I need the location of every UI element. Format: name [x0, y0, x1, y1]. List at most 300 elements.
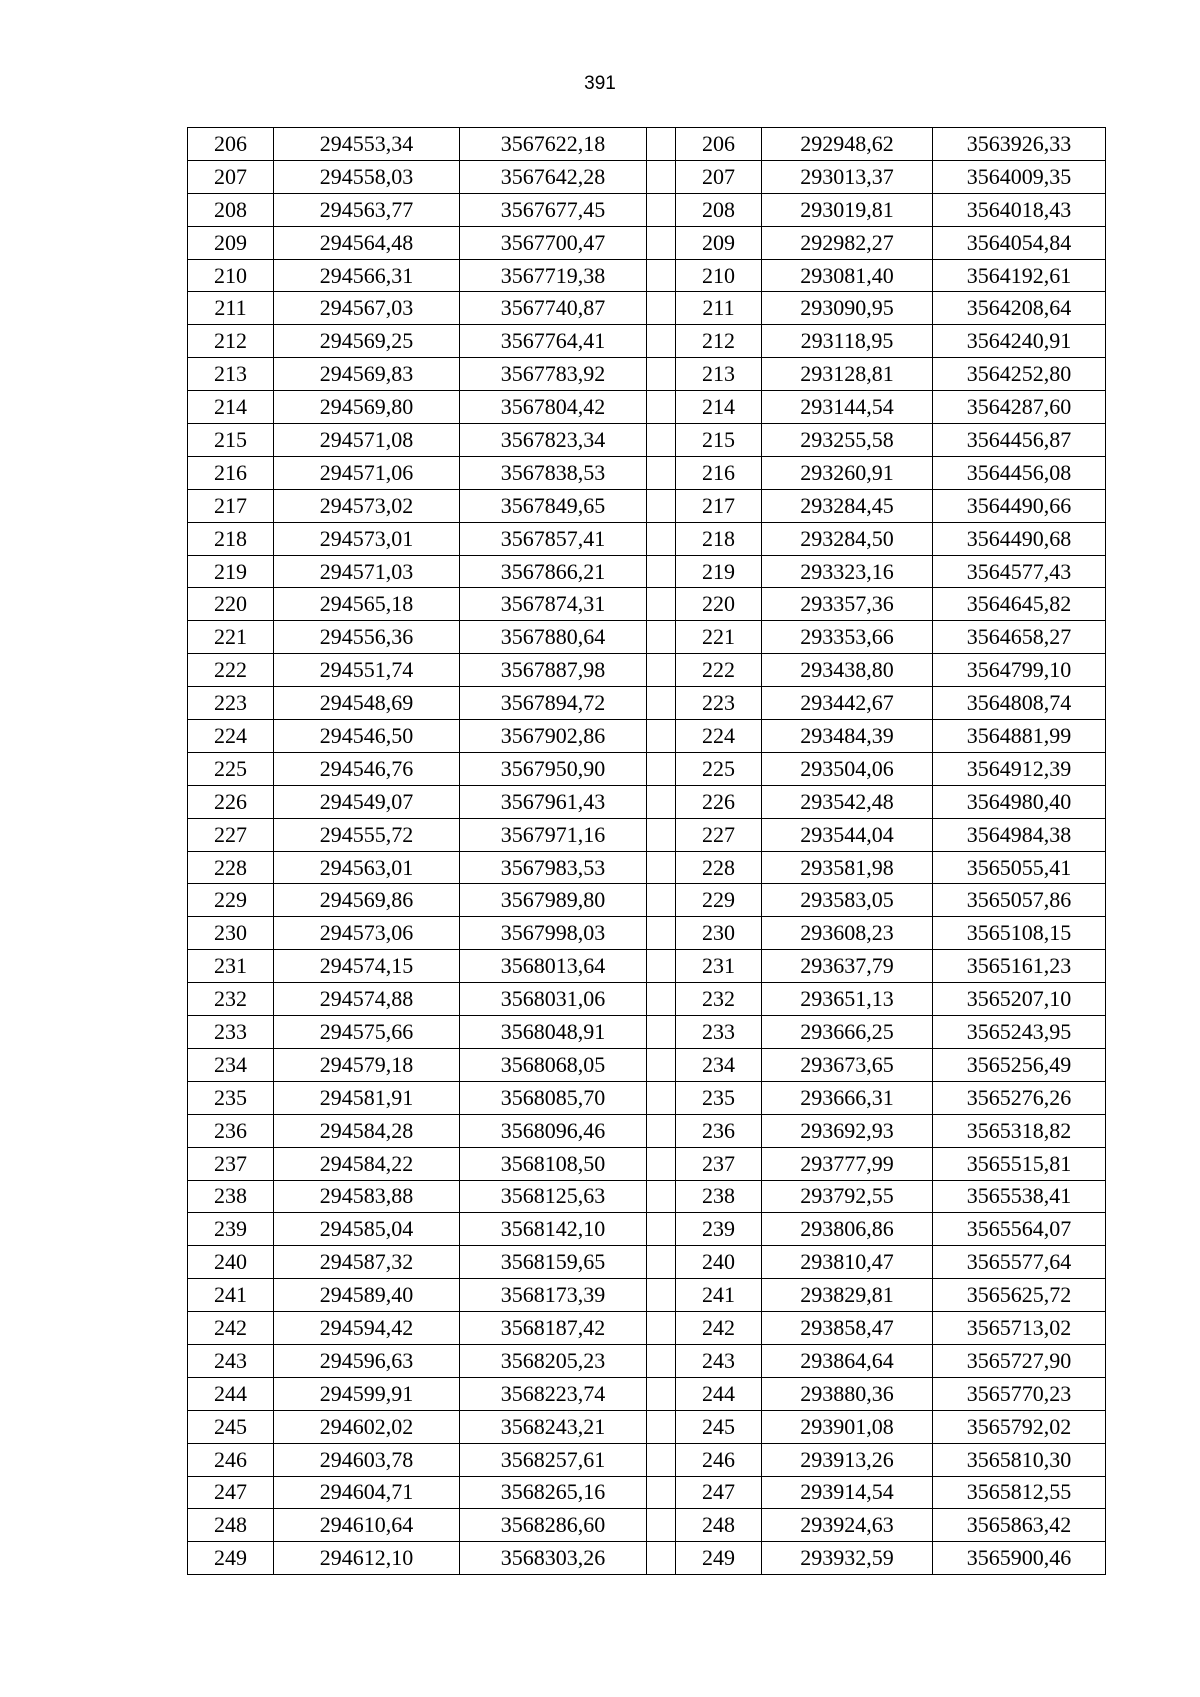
left-x-coordinate-cell: 294596,63 — [274, 1344, 460, 1377]
right-point-number-cell: 235 — [676, 1081, 762, 1114]
right-point-number-cell: 219 — [676, 555, 762, 588]
coordinates-table — [187, 127, 1106, 1575]
left-point-number-cell: 225 — [188, 752, 274, 785]
separator-cell — [647, 226, 676, 259]
left-y-coordinate-cell: 3567677,45 — [460, 193, 647, 226]
separator-cell — [647, 884, 676, 917]
left-x-coordinate-cell: 294573,02 — [274, 489, 460, 522]
left-point-number-cell: 219 — [188, 555, 274, 588]
left-point-number-cell: 224 — [188, 720, 274, 753]
left-point-number-cell: 243 — [188, 1344, 274, 1377]
right-y-coordinate-cell: 3565515,81 — [933, 1147, 1106, 1180]
left-point-number-cell: 248 — [188, 1509, 274, 1542]
right-x-coordinate-cell: 293829,81 — [762, 1279, 933, 1312]
right-point-number-cell: 226 — [676, 785, 762, 818]
right-x-coordinate-cell: 293357,36 — [762, 588, 933, 621]
right-x-coordinate-cell: 293692,93 — [762, 1114, 933, 1147]
left-y-coordinate-cell: 3567740,87 — [460, 292, 647, 325]
left-x-coordinate-cell: 294610,64 — [274, 1509, 460, 1542]
right-x-coordinate-cell: 293666,31 — [762, 1081, 933, 1114]
separator-cell — [647, 1410, 676, 1443]
table-row — [188, 456, 1106, 489]
left-y-coordinate-cell: 3567783,92 — [460, 358, 647, 391]
left-point-number-cell: 245 — [188, 1410, 274, 1443]
right-y-coordinate-cell: 3565625,72 — [933, 1279, 1106, 1312]
left-point-number-cell: 228 — [188, 851, 274, 884]
table-row — [188, 1246, 1106, 1279]
separator-cell — [647, 983, 676, 1016]
right-x-coordinate-cell: 293637,79 — [762, 950, 933, 983]
left-y-coordinate-cell: 3567874,31 — [460, 588, 647, 621]
separator-cell — [647, 851, 676, 884]
right-x-coordinate-cell: 293914,54 — [762, 1476, 933, 1509]
left-x-coordinate-cell: 294587,32 — [274, 1246, 460, 1279]
left-y-coordinate-cell: 3567857,41 — [460, 522, 647, 555]
right-point-number-cell: 234 — [676, 1048, 762, 1081]
left-point-number-cell: 242 — [188, 1312, 274, 1345]
right-point-number-cell: 248 — [676, 1509, 762, 1542]
right-y-coordinate-cell: 3565256,49 — [933, 1048, 1106, 1081]
right-point-number-cell: 247 — [676, 1476, 762, 1509]
separator-cell — [647, 1344, 676, 1377]
separator-cell — [647, 1081, 676, 1114]
right-x-coordinate-cell: 293438,80 — [762, 654, 933, 687]
left-x-coordinate-cell: 294579,18 — [274, 1048, 460, 1081]
left-x-coordinate-cell: 294599,91 — [274, 1377, 460, 1410]
left-point-number-cell: 231 — [188, 950, 274, 983]
left-x-coordinate-cell: 294556,36 — [274, 621, 460, 654]
table-row — [188, 292, 1106, 325]
right-point-number-cell: 245 — [676, 1410, 762, 1443]
left-x-coordinate-cell: 294546,76 — [274, 752, 460, 785]
left-point-number-cell: 222 — [188, 654, 274, 687]
table-row — [188, 1048, 1106, 1081]
left-y-coordinate-cell: 3567887,98 — [460, 654, 647, 687]
left-point-number-cell: 215 — [188, 424, 274, 457]
table-row — [188, 1147, 1106, 1180]
right-x-coordinate-cell: 293255,58 — [762, 424, 933, 457]
table-row — [188, 193, 1106, 226]
right-point-number-cell: 232 — [676, 983, 762, 1016]
right-y-coordinate-cell: 3564240,91 — [933, 325, 1106, 358]
right-x-coordinate-cell: 293864,64 — [762, 1344, 933, 1377]
right-x-coordinate-cell: 293353,66 — [762, 621, 933, 654]
right-y-coordinate-cell: 3564658,27 — [933, 621, 1106, 654]
table-row — [188, 1016, 1106, 1049]
separator-cell — [647, 358, 676, 391]
left-y-coordinate-cell: 3568257,61 — [460, 1443, 647, 1476]
right-x-coordinate-cell: 293284,50 — [762, 522, 933, 555]
right-x-coordinate-cell: 293608,23 — [762, 917, 933, 950]
left-x-coordinate-cell: 294555,72 — [274, 818, 460, 851]
left-y-coordinate-cell: 3567961,43 — [460, 785, 647, 818]
right-point-number-cell: 233 — [676, 1016, 762, 1049]
right-x-coordinate-cell: 293880,36 — [762, 1377, 933, 1410]
right-y-coordinate-cell: 3564208,64 — [933, 292, 1106, 325]
table-row — [188, 325, 1106, 358]
separator-cell — [647, 818, 676, 851]
separator-cell — [647, 128, 676, 161]
separator-cell — [647, 1016, 676, 1049]
right-x-coordinate-cell: 293581,98 — [762, 851, 933, 884]
right-y-coordinate-cell: 3565243,95 — [933, 1016, 1106, 1049]
left-y-coordinate-cell: 3567849,65 — [460, 489, 647, 522]
left-y-coordinate-cell: 3567838,53 — [460, 456, 647, 489]
right-y-coordinate-cell: 3564018,43 — [933, 193, 1106, 226]
left-y-coordinate-cell: 3567804,42 — [460, 391, 647, 424]
separator-cell — [647, 391, 676, 424]
right-y-coordinate-cell: 3564577,43 — [933, 555, 1106, 588]
left-x-coordinate-cell: 294564,48 — [274, 226, 460, 259]
table-row — [188, 654, 1106, 687]
left-y-coordinate-cell: 3567764,41 — [460, 325, 647, 358]
right-point-number-cell: 225 — [676, 752, 762, 785]
right-x-coordinate-cell: 293666,25 — [762, 1016, 933, 1049]
left-y-coordinate-cell: 3568085,70 — [460, 1081, 647, 1114]
left-x-coordinate-cell: 294575,66 — [274, 1016, 460, 1049]
right-point-number-cell: 217 — [676, 489, 762, 522]
table-row — [188, 851, 1106, 884]
right-y-coordinate-cell: 3565108,15 — [933, 917, 1106, 950]
left-x-coordinate-cell: 294583,88 — [274, 1180, 460, 1213]
right-y-coordinate-cell: 3564192,61 — [933, 259, 1106, 292]
right-y-coordinate-cell: 3564881,99 — [933, 720, 1106, 753]
left-point-number-cell: 216 — [188, 456, 274, 489]
left-y-coordinate-cell: 3567983,53 — [460, 851, 647, 884]
right-x-coordinate-cell: 292982,27 — [762, 226, 933, 259]
left-x-coordinate-cell: 294563,01 — [274, 851, 460, 884]
separator-cell — [647, 1114, 676, 1147]
left-point-number-cell: 209 — [188, 226, 274, 259]
left-y-coordinate-cell: 3568223,74 — [460, 1377, 647, 1410]
right-point-number-cell: 208 — [676, 193, 762, 226]
left-y-coordinate-cell: 3567989,80 — [460, 884, 647, 917]
right-x-coordinate-cell: 293118,95 — [762, 325, 933, 358]
left-point-number-cell: 217 — [188, 489, 274, 522]
left-y-coordinate-cell: 3568108,50 — [460, 1147, 647, 1180]
left-x-coordinate-cell: 294573,01 — [274, 522, 460, 555]
left-x-coordinate-cell: 294585,04 — [274, 1213, 460, 1246]
left-x-coordinate-cell: 294604,71 — [274, 1476, 460, 1509]
left-point-number-cell: 214 — [188, 391, 274, 424]
left-x-coordinate-cell: 294603,78 — [274, 1443, 460, 1476]
right-y-coordinate-cell: 3564054,84 — [933, 226, 1106, 259]
right-x-coordinate-cell: 293484,39 — [762, 720, 933, 753]
right-y-coordinate-cell: 3565792,02 — [933, 1410, 1106, 1443]
right-x-coordinate-cell: 293932,59 — [762, 1542, 933, 1575]
right-point-number-cell: 215 — [676, 424, 762, 457]
separator-cell — [647, 1147, 676, 1180]
left-y-coordinate-cell: 3567866,21 — [460, 555, 647, 588]
separator-cell — [647, 292, 676, 325]
left-y-coordinate-cell: 3567700,47 — [460, 226, 647, 259]
right-point-number-cell: 238 — [676, 1180, 762, 1213]
left-y-coordinate-cell: 3568125,63 — [460, 1180, 647, 1213]
left-y-coordinate-cell: 3568096,46 — [460, 1114, 647, 1147]
right-y-coordinate-cell: 3565207,10 — [933, 983, 1106, 1016]
right-y-coordinate-cell: 3565812,55 — [933, 1476, 1106, 1509]
separator-cell — [647, 1246, 676, 1279]
separator-cell — [647, 456, 676, 489]
left-point-number-cell: 244 — [188, 1377, 274, 1410]
right-x-coordinate-cell: 293081,40 — [762, 259, 933, 292]
table-row — [188, 687, 1106, 720]
right-y-coordinate-cell: 3564252,80 — [933, 358, 1106, 391]
left-point-number-cell: 241 — [188, 1279, 274, 1312]
left-x-coordinate-cell: 294569,83 — [274, 358, 460, 391]
separator-cell — [647, 259, 676, 292]
left-point-number-cell: 237 — [188, 1147, 274, 1180]
right-point-number-cell: 213 — [676, 358, 762, 391]
left-point-number-cell: 227 — [188, 818, 274, 851]
left-y-coordinate-cell: 3568303,26 — [460, 1542, 647, 1575]
right-y-coordinate-cell: 3565900,46 — [933, 1542, 1106, 1575]
left-y-coordinate-cell: 3568048,91 — [460, 1016, 647, 1049]
separator-cell — [647, 1312, 676, 1345]
right-y-coordinate-cell: 3565810,30 — [933, 1443, 1106, 1476]
left-point-number-cell: 235 — [188, 1081, 274, 1114]
table-row — [188, 1509, 1106, 1542]
left-x-coordinate-cell: 294569,86 — [274, 884, 460, 917]
left-point-number-cell: 208 — [188, 193, 274, 226]
left-y-coordinate-cell: 3567880,64 — [460, 621, 647, 654]
left-x-coordinate-cell: 294548,69 — [274, 687, 460, 720]
separator-cell — [647, 325, 676, 358]
right-x-coordinate-cell: 293651,13 — [762, 983, 933, 1016]
right-y-coordinate-cell: 3565577,64 — [933, 1246, 1106, 1279]
table-row — [188, 1542, 1106, 1575]
left-y-coordinate-cell: 3568187,42 — [460, 1312, 647, 1345]
table-row — [188, 917, 1106, 950]
table-row — [188, 818, 1106, 851]
separator-cell — [647, 917, 676, 950]
left-y-coordinate-cell: 3567971,16 — [460, 818, 647, 851]
right-point-number-cell: 227 — [676, 818, 762, 851]
table-row — [188, 358, 1106, 391]
right-point-number-cell: 211 — [676, 292, 762, 325]
table-row — [188, 752, 1106, 785]
left-point-number-cell: 246 — [188, 1443, 274, 1476]
right-y-coordinate-cell: 3564456,08 — [933, 456, 1106, 489]
table-row — [188, 1114, 1106, 1147]
right-y-coordinate-cell: 3563926,33 — [933, 128, 1106, 161]
right-point-number-cell: 214 — [676, 391, 762, 424]
right-point-number-cell: 240 — [676, 1246, 762, 1279]
table-row — [188, 588, 1106, 621]
right-y-coordinate-cell: 3565770,23 — [933, 1377, 1106, 1410]
left-point-number-cell: 233 — [188, 1016, 274, 1049]
left-x-coordinate-cell: 294574,15 — [274, 950, 460, 983]
left-y-coordinate-cell: 3568142,10 — [460, 1213, 647, 1246]
right-y-coordinate-cell: 3564009,35 — [933, 160, 1106, 193]
left-point-number-cell: 232 — [188, 983, 274, 1016]
left-x-coordinate-cell: 294589,40 — [274, 1279, 460, 1312]
right-x-coordinate-cell: 293858,47 — [762, 1312, 933, 1345]
right-point-number-cell: 230 — [676, 917, 762, 950]
table-row — [188, 983, 1106, 1016]
right-y-coordinate-cell: 3564912,39 — [933, 752, 1106, 785]
table-row — [188, 1443, 1106, 1476]
right-x-coordinate-cell: 293777,99 — [762, 1147, 933, 1180]
right-point-number-cell: 242 — [676, 1312, 762, 1345]
table-row — [188, 160, 1106, 193]
left-point-number-cell: 238 — [188, 1180, 274, 1213]
separator-cell — [647, 950, 676, 983]
right-y-coordinate-cell: 3564799,10 — [933, 654, 1106, 687]
right-y-coordinate-cell: 3564980,40 — [933, 785, 1106, 818]
table-row — [188, 950, 1106, 983]
right-x-coordinate-cell: 293901,08 — [762, 1410, 933, 1443]
table-row — [188, 424, 1106, 457]
right-y-coordinate-cell: 3564645,82 — [933, 588, 1106, 621]
right-x-coordinate-cell: 293013,37 — [762, 160, 933, 193]
right-x-coordinate-cell: 293019,81 — [762, 193, 933, 226]
left-point-number-cell: 218 — [188, 522, 274, 555]
right-point-number-cell: 241 — [676, 1279, 762, 1312]
left-y-coordinate-cell: 3567950,90 — [460, 752, 647, 785]
left-x-coordinate-cell: 294602,02 — [274, 1410, 460, 1443]
right-point-number-cell: 220 — [676, 588, 762, 621]
separator-cell — [647, 720, 676, 753]
right-point-number-cell: 239 — [676, 1213, 762, 1246]
left-point-number-cell: 236 — [188, 1114, 274, 1147]
left-y-coordinate-cell: 3567998,03 — [460, 917, 647, 950]
right-x-coordinate-cell: 293810,47 — [762, 1246, 933, 1279]
table-row — [188, 1476, 1106, 1509]
left-x-coordinate-cell: 294567,03 — [274, 292, 460, 325]
right-point-number-cell: 228 — [676, 851, 762, 884]
right-x-coordinate-cell: 293090,95 — [762, 292, 933, 325]
table-row — [188, 1377, 1106, 1410]
right-x-coordinate-cell: 293144,54 — [762, 391, 933, 424]
right-x-coordinate-cell: 293924,63 — [762, 1509, 933, 1542]
right-x-coordinate-cell: 293442,67 — [762, 687, 933, 720]
separator-cell — [647, 522, 676, 555]
separator-cell — [647, 1377, 676, 1410]
left-point-number-cell: 230 — [188, 917, 274, 950]
separator-cell — [647, 654, 676, 687]
right-point-number-cell: 223 — [676, 687, 762, 720]
left-point-number-cell: 229 — [188, 884, 274, 917]
right-x-coordinate-cell: 293792,55 — [762, 1180, 933, 1213]
right-point-number-cell: 249 — [676, 1542, 762, 1575]
right-point-number-cell: 216 — [676, 456, 762, 489]
left-x-coordinate-cell: 294553,34 — [274, 128, 460, 161]
right-point-number-cell: 210 — [676, 259, 762, 292]
right-point-number-cell: 207 — [676, 160, 762, 193]
left-y-coordinate-cell: 3567902,86 — [460, 720, 647, 753]
left-x-coordinate-cell: 294565,18 — [274, 588, 460, 621]
right-y-coordinate-cell: 3564984,38 — [933, 818, 1106, 851]
table-row — [188, 1344, 1106, 1377]
table-row — [188, 128, 1106, 161]
separator-cell — [647, 752, 676, 785]
separator-cell — [647, 1542, 676, 1575]
right-y-coordinate-cell: 3565538,41 — [933, 1180, 1106, 1213]
left-x-coordinate-cell: 294571,03 — [274, 555, 460, 588]
left-x-coordinate-cell: 294549,07 — [274, 785, 460, 818]
right-y-coordinate-cell: 3565727,90 — [933, 1344, 1106, 1377]
table-row — [188, 391, 1106, 424]
right-y-coordinate-cell: 3565276,26 — [933, 1081, 1106, 1114]
right-point-number-cell: 236 — [676, 1114, 762, 1147]
right-point-number-cell: 246 — [676, 1443, 762, 1476]
left-y-coordinate-cell: 3568031,06 — [460, 983, 647, 1016]
left-point-number-cell: 206 — [188, 128, 274, 161]
table-row — [188, 259, 1106, 292]
separator-cell — [647, 489, 676, 522]
right-x-coordinate-cell: 293128,81 — [762, 358, 933, 391]
right-y-coordinate-cell: 3565713,02 — [933, 1312, 1106, 1345]
left-point-number-cell: 239 — [188, 1213, 274, 1246]
right-y-coordinate-cell: 3565564,07 — [933, 1213, 1106, 1246]
table-row — [188, 1279, 1106, 1312]
right-x-coordinate-cell: 293323,16 — [762, 555, 933, 588]
left-y-coordinate-cell: 3567823,34 — [460, 424, 647, 457]
separator-cell — [647, 785, 676, 818]
left-x-coordinate-cell: 294571,06 — [274, 456, 460, 489]
right-x-coordinate-cell: 293504,06 — [762, 752, 933, 785]
separator-cell — [647, 588, 676, 621]
right-y-coordinate-cell: 3565057,86 — [933, 884, 1106, 917]
left-x-coordinate-cell: 294546,50 — [274, 720, 460, 753]
table-row — [188, 884, 1106, 917]
table-row — [188, 555, 1106, 588]
left-point-number-cell: 220 — [188, 588, 274, 621]
separator-cell — [647, 1048, 676, 1081]
right-x-coordinate-cell: 293544,04 — [762, 818, 933, 851]
separator-cell — [647, 1180, 676, 1213]
left-point-number-cell: 207 — [188, 160, 274, 193]
left-point-number-cell: 240 — [188, 1246, 274, 1279]
left-x-coordinate-cell: 294558,03 — [274, 160, 460, 193]
left-y-coordinate-cell: 3568265,16 — [460, 1476, 647, 1509]
left-y-coordinate-cell: 3568173,39 — [460, 1279, 647, 1312]
separator-cell — [647, 160, 676, 193]
table-row — [188, 1180, 1106, 1213]
right-y-coordinate-cell: 3564490,66 — [933, 489, 1106, 522]
right-point-number-cell: 218 — [676, 522, 762, 555]
left-y-coordinate-cell: 3568243,21 — [460, 1410, 647, 1443]
separator-cell — [647, 621, 676, 654]
page-number: 391 — [584, 73, 616, 94]
left-point-number-cell: 234 — [188, 1048, 274, 1081]
table-row — [188, 522, 1106, 555]
left-x-coordinate-cell: 294551,74 — [274, 654, 460, 687]
table-row — [188, 720, 1106, 753]
right-point-number-cell: 243 — [676, 1344, 762, 1377]
right-x-coordinate-cell: 292948,62 — [762, 128, 933, 161]
right-y-coordinate-cell: 3565055,41 — [933, 851, 1106, 884]
separator-cell — [647, 555, 676, 588]
table-row — [188, 1410, 1106, 1443]
right-point-number-cell: 237 — [676, 1147, 762, 1180]
left-y-coordinate-cell: 3567642,28 — [460, 160, 647, 193]
separator-cell — [647, 687, 676, 720]
left-y-coordinate-cell: 3567622,18 — [460, 128, 647, 161]
left-point-number-cell: 212 — [188, 325, 274, 358]
left-point-number-cell: 210 — [188, 259, 274, 292]
left-x-coordinate-cell: 294573,06 — [274, 917, 460, 950]
table-row — [188, 1213, 1106, 1246]
left-y-coordinate-cell: 3568205,23 — [460, 1344, 647, 1377]
right-x-coordinate-cell: 293284,45 — [762, 489, 933, 522]
left-x-coordinate-cell: 294581,91 — [274, 1081, 460, 1114]
right-point-number-cell: 224 — [676, 720, 762, 753]
right-point-number-cell: 231 — [676, 950, 762, 983]
right-x-coordinate-cell: 293542,48 — [762, 785, 933, 818]
left-point-number-cell: 223 — [188, 687, 274, 720]
